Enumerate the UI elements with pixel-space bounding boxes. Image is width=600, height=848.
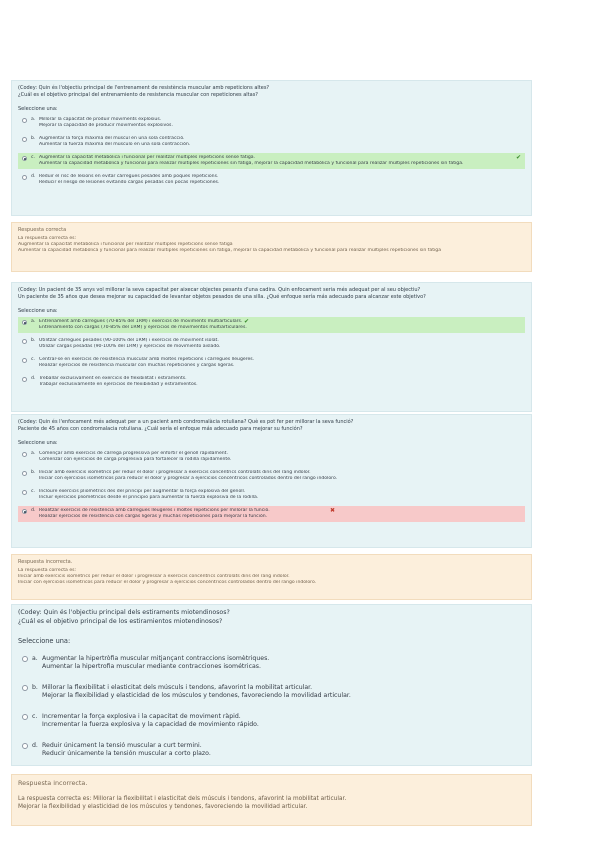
radio-button-selected[interactable] (22, 320, 27, 325)
option-a[interactable] (18, 317, 525, 333)
option-d[interactable] (18, 740, 525, 760)
select-prompt: Seleccione una: (18, 440, 58, 446)
option-a[interactable] (18, 653, 525, 673)
option-text-es: Entrenamiento con cargas (70-85% del 1RM) y ejercicios de movimientos multiarticulares. (39, 325, 247, 330)
option-letter: b. (31, 470, 36, 475)
option-text-es: Utilizar cargas pesadas (90-100% del 1RM) y ejercicios de movimiento aislado. (39, 344, 221, 349)
option-letter: a. (31, 451, 36, 456)
radio-button[interactable] (22, 339, 27, 344)
option-c[interactable] (18, 711, 525, 731)
feedback-line: Augmentar la capacitat metabòlica i funcional per realitzar múltiples repeticions sense fatiga (18, 242, 233, 247)
question-line-es: ¿Cuál es el objetivo principal de los estiramientos miotendinosos? (18, 617, 223, 625)
option-text-ca: Reduir el risc de lesions en evitar càrregues pesades amb poques repeticions. (39, 174, 219, 179)
radio-button[interactable] (22, 490, 27, 495)
radio-button-selected[interactable] (22, 509, 27, 514)
option-text-es: Aumentar la fuerza máxima del músculo en una sola contracción. (39, 142, 191, 147)
option-letter: d. (31, 174, 36, 179)
question-line-es: ¿Cuál es el objetivo principal del entrenamiento de resistencia muscular con repeticiones altas? (18, 91, 258, 98)
feedback-line: La respuesta correcta es: Millorar la flexibilitat i elasticitat dels músculs i tendons, afavorint la mobilitat articular. (18, 796, 347, 802)
option-letter: c. (31, 155, 35, 160)
select-prompt: Seleccione una: (18, 308, 58, 314)
question-line-ca: (Codey: Quin és l'objectiu principal de l'entrenament de resistència muscular amb repeticions altes? (18, 85, 270, 91)
radio-button[interactable] (22, 656, 28, 662)
option-text-es: Mejorar la capacidad de producir movimientos explosivos. (39, 123, 173, 128)
option-text-es: Aumentar la capacidad metabólica y funcional para realizar múltiples repeticiones sin fatiga, mejorar la capacidad metabólica y funcional para realizar múltiples repeticiones sin fatiga. (39, 161, 464, 166)
option-c[interactable] (18, 355, 525, 371)
option-b[interactable] (18, 468, 525, 484)
feedback-title: Respuesta incorrecta. (18, 559, 73, 565)
option-text-ca: Millorar la flexibilitat i elasticitat dels músculs i tendons, afavorint la mobilitat articular. (42, 684, 313, 691)
question-line-ca: (Codey: Un pacient de 35 anys vol millorar la seva capacitat per aixecar objectes pesants d'una cadira. Quin enfocament seria més adequat per al seu objectiu? (18, 287, 421, 293)
option-text-es: Realizar ejercicios de resistencia muscular con muchas repeticiones y cargas ligeras. (39, 363, 235, 368)
option-text-ca: Augmentar la força màxima del múscul en una sola contracció. (39, 136, 185, 141)
option-letter: a. (32, 655, 38, 662)
option-text-es: Incrementar la fuerza explosiva y la capacidad de movimiento rápido. (42, 721, 259, 728)
question-3 (11, 414, 532, 548)
option-text-es: Mejorar la flexibilidad y elasticidad de los músculos y tendones, favoreciendo la movilidad articular. (42, 692, 351, 699)
option-letter: a. (31, 117, 36, 122)
radio-button[interactable] (22, 685, 28, 691)
option-c[interactable] (18, 487, 525, 503)
option-text-ca: Realitzar exercicis de resistència amb càrregues lleugeres i moltes repeticions per millorar la funció. (39, 508, 270, 513)
feedback-line: Iniciar con ejercicios isométricos para reducir el dolor y progresar a ejercicios concéntricos controlados dentro del rango indoloro. (18, 580, 317, 585)
option-letter: b. (32, 684, 38, 691)
question-line-es: Paciente de 45 años con condromalacia rotuliana. ¿Cuál sería el enfoque más adecuado para mejorar su función? (18, 425, 303, 432)
radio-button[interactable] (22, 471, 27, 476)
question-line-es: Un paciente de 35 años que desea mejorar su capacidad de levantar objetos pesados de una silla. ¿Qué enfoque sería más adecuado para alcanzar este objetivo? (18, 293, 426, 300)
question-1 (11, 80, 532, 216)
option-text-ca: Incrementar la força explosiva i la capacitat de moviment ràpid. (42, 713, 241, 720)
option-text-ca: Treballar exclusivament en exercicis de flexibilitat i estiraments. (39, 376, 187, 381)
option-text-es: Iniciar con ejercicios isométricos para reducir el dolor y progresar a ejercicios concéntricos controlados dentro del rango indoloro. (39, 476, 338, 481)
select-prompt: Seleccione una: (18, 106, 58, 112)
option-text-es: Incluir ejercicios pliométricos desde el principio para aumentar la fuerza explosiva de la rodilla. (39, 495, 259, 500)
feedback-3 (11, 554, 532, 600)
select-prompt: Seleccione una: (18, 637, 71, 645)
radio-button[interactable] (22, 358, 27, 363)
option-text-es: Comenzar con ejercicios de carga progresiva para fortalecer la rodilla rápidamente. (39, 457, 232, 462)
option-letter: b. (31, 136, 36, 141)
option-text-ca: Començar amb exercicis de càrrega progressiva per enfortir el genoll ràpidament. (39, 451, 228, 456)
option-text-es: Realizar ejercicios de resistencia con cargas ligeras y muchas repeticiones para mejorar la función. (39, 514, 268, 519)
option-d[interactable] (18, 172, 525, 188)
option-c[interactable] (18, 153, 525, 169)
option-letter: d. (32, 742, 38, 749)
feedback-line: Mejorar la flexibilidad y elasticidad de los músculos y tendones, favoreciendo la movilidad articular. (18, 804, 308, 810)
option-letter: d. (31, 508, 36, 513)
question-4 (11, 604, 532, 766)
radio-button[interactable] (22, 714, 28, 720)
option-text-ca: Entrenament amb càrregues (70-85% del 1RM) i exercicis de moviments multiarticulars. (39, 319, 243, 324)
option-d[interactable] (18, 374, 525, 390)
feedback-line: Aumentar la capacidad metabólica y funcional para realizar múltiples repeticiones sin fatiga, mejorar la capacidad metabólica y funcional para realizar múltiples repeticiones sin fatiga (18, 248, 442, 253)
option-text-es: Reducir únicamente la tensión muscular a corto plazo. (42, 750, 211, 757)
option-text-ca: Augmentar la capacitat metabòlica i funcional per realitzar múltiples repeticions sense fatiga. (39, 155, 256, 160)
option-letter: d. (31, 376, 36, 381)
option-text-ca: Millorar la capacitat de produir moviments explosius. (39, 117, 162, 122)
radio-button[interactable] (22, 118, 27, 123)
feedback-title: Respuesta incorrecta. (18, 779, 88, 787)
option-b[interactable] (18, 682, 525, 702)
feedback-line: La respuesta correcta es: (18, 568, 77, 573)
option-letter: b. (31, 338, 36, 343)
radio-button[interactable] (22, 377, 27, 382)
radio-button[interactable] (22, 452, 27, 457)
question-2 (11, 282, 532, 412)
radio-button[interactable] (22, 175, 27, 180)
option-text-ca: Reduir únicament la tensió muscular a curt termini. (42, 742, 202, 749)
option-letter: a. (31, 319, 36, 324)
question-text (18, 419, 525, 432)
check-icon: ✔ (243, 318, 249, 325)
option-b[interactable] (18, 134, 525, 150)
option-text-ca: Incloure exercicis pliomètrics des del principi per augmentar la força explosiva del genoll. (39, 489, 246, 494)
question-text (18, 609, 525, 626)
option-text-es: Trabajar exclusivamente en ejercicios de flexibilidad y estiramientos. (39, 382, 198, 387)
option-text-es: Reducir el riesgo de lesiones evitando cargas pesadas con pocas repeticiones. (39, 180, 220, 185)
question-text (18, 85, 525, 98)
option-b[interactable] (18, 336, 525, 352)
question-text (18, 287, 525, 300)
option-text-es: Aumentar la hipertrofia muscular mediante contracciones isométricas. (42, 663, 261, 670)
radio-button-selected[interactable] (22, 156, 27, 161)
radio-button[interactable] (22, 137, 27, 142)
option-text-ca: Iniciar amb exercicis isomètrics per reduir el dolor i progressar a exercicis concèntrics controlats dins del rang indolor. (39, 470, 311, 475)
question-line-ca: (Codey: Quin és l'objectiu principal dels estiraments miotendinosos? (18, 609, 230, 616)
cross-icon: ✖ (329, 507, 335, 514)
feedback-title: Respuesta correcta (18, 227, 67, 233)
feedback-1 (11, 222, 532, 272)
feedback-4 (11, 774, 532, 826)
option-a[interactable] (18, 449, 525, 465)
option-text-ca: Utilitzar càrregues pesades (90-100% del 1RM) i exercicis de moviment isolat. (39, 338, 219, 343)
option-text-ca: Augmentar la hipertròfia muscular mitjançant contraccions isomètriques. (42, 655, 270, 662)
option-text-ca: Centrar-se en exercicis de resistència muscular amb moltes repeticions i càrregues lleugeres. (39, 357, 255, 362)
option-a[interactable] (18, 115, 525, 131)
question-line-ca: (Codey: Quin és l'enfocament més adequat per a un pacient amb condromalàcia rotuliana? Què es pot fer per millorar la seva funció? (18, 419, 354, 425)
feedback-line: Iniciar amb exercicis isomètrics per reduir el dolor i progressar a exercicis concèntrics controlats dins del rang indolor. (18, 574, 290, 579)
option-letter: c. (31, 489, 35, 494)
check-icon: ✔ (515, 154, 521, 161)
option-letter: c. (31, 357, 35, 362)
radio-button[interactable] (22, 743, 28, 749)
option-d[interactable] (18, 506, 525, 522)
feedback-line: La respuesta correcta es: (18, 236, 77, 241)
option-letter: c. (32, 713, 38, 720)
